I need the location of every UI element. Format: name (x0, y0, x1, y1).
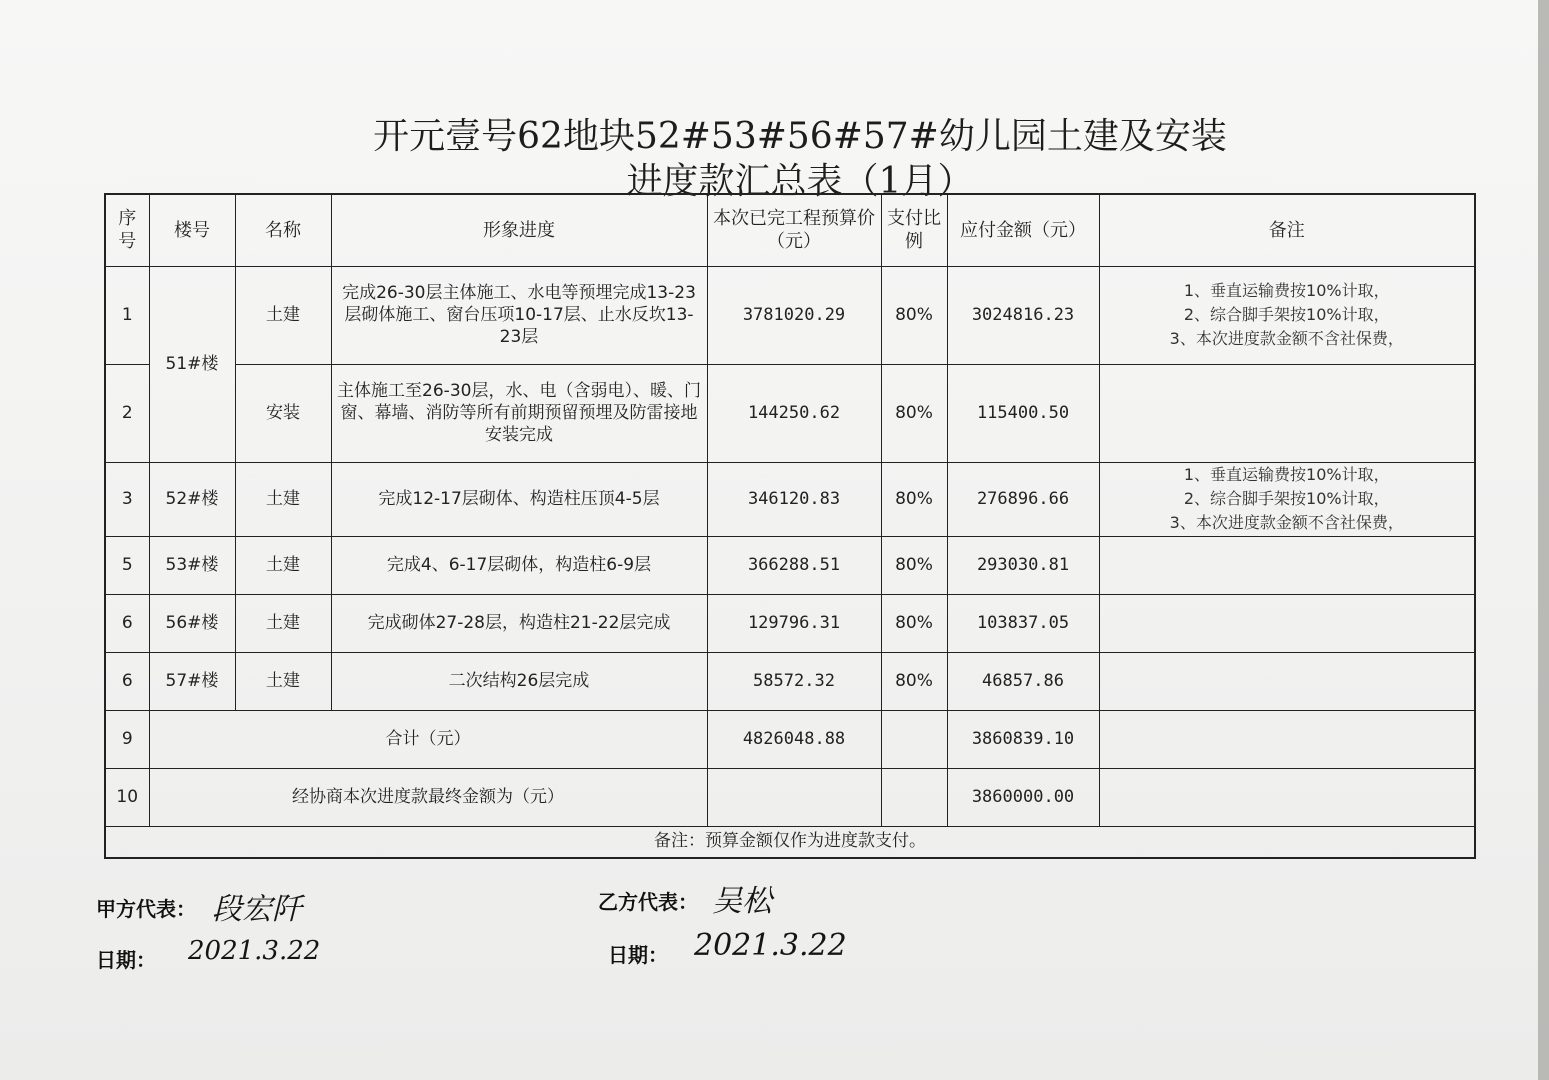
row-ratio: 80% (881, 266, 947, 364)
table-row (105, 594, 1475, 652)
header-seq: 序号 (105, 194, 149, 266)
row-remarks (1099, 266, 1475, 364)
row-progress: 完成砌体27-28层，构造柱21-22层完成 (331, 594, 707, 652)
row-ratio: 80% (881, 364, 947, 462)
row-seq: 6 (105, 594, 149, 652)
final-remarks-empty (1099, 768, 1475, 826)
row-payable: 3024816.23 (947, 266, 1099, 364)
party-b-label: 乙方代表： (598, 890, 698, 914)
final-payable: 3860000.00 (947, 768, 1099, 826)
final-amount-row (105, 768, 1475, 826)
row-seq: 6 (105, 652, 149, 710)
row-remarks-empty (1099, 364, 1475, 462)
footnote-row (105, 826, 1475, 858)
row-name: 土建 (235, 652, 331, 710)
final-budget-empty (707, 768, 881, 826)
row-ratio: 80% (881, 594, 947, 652)
row-payable: 115400.50 (947, 364, 1099, 462)
party-a-label: 甲方代表： (96, 897, 196, 921)
table-row (105, 266, 1475, 364)
row-building: 52#楼 (149, 462, 235, 536)
date-label-b: 日期： (608, 943, 668, 967)
header-remarks: 备注 (1099, 194, 1475, 266)
date-value-a: 2021.3.22 (188, 936, 321, 966)
final-seq: 10 (105, 768, 149, 826)
header-budget: 本次已完工程预算价（元） (707, 194, 881, 266)
final-label: 经协商本次进度款最终金额为（元） (149, 768, 707, 826)
row-progress: 完成26-30层主体施工、水电等预埋完成13-23层砌体施工、窗台压项10-17层、止水反坎13-23层 (331, 266, 707, 364)
row-building: 57#楼 (149, 652, 235, 710)
row-payable: 276896.66 (947, 462, 1099, 536)
row-ratio: 80% (881, 462, 947, 536)
row-name: 土建 (235, 594, 331, 652)
row-budget: 366288.51 (707, 536, 881, 594)
total-remarks-empty (1099, 710, 1475, 768)
document-title-line2: 进度款汇总表（1月） (626, 161, 974, 202)
row-name: 安装 (235, 364, 331, 462)
total-label: 合计（元） (149, 710, 707, 768)
total-payable: 3860839.10 (947, 710, 1099, 768)
table-header-row (105, 194, 1475, 266)
row-progress: 主体施工至26-30层，水、电（含弱电）、暖、门窗、幕墙、消防等所有前期预留预埋及防雷接地安装完成 (331, 364, 707, 462)
table-row (105, 364, 1475, 462)
total-budget: 4826048.88 (707, 710, 881, 768)
row-payable: 103837.05 (947, 594, 1099, 652)
remark-line: 3、本次进度款金额不含社保费， (1169, 329, 1404, 348)
document-title-line1: 开元壹号62地块52#53#56#57#幼儿园土建及安装 (373, 116, 1227, 157)
row-seq: 3 (105, 462, 149, 536)
header-building: 楼号 (149, 194, 235, 266)
footnote: 备注：预算金额仅作为进度款支付。 (105, 826, 1475, 858)
row-budget: 3781020.29 (707, 266, 881, 364)
row-building: 51#楼 (149, 266, 235, 462)
row-remarks (1099, 462, 1475, 536)
row-budget: 144250.62 (707, 364, 881, 462)
total-ratio-empty (881, 710, 947, 768)
row-remarks-empty (1099, 594, 1475, 652)
row-seq: 2 (105, 364, 149, 462)
table-row (105, 462, 1475, 536)
remark-line: 3、本次进度款金额不含社保费， (1169, 513, 1404, 532)
row-remarks-empty (1099, 536, 1475, 594)
table-row (105, 652, 1475, 710)
header-progress: 形象进度 (331, 194, 707, 266)
table-row (105, 536, 1475, 594)
row-progress: 完成12-17层砌体、构造柱压顶4-5层 (331, 462, 707, 536)
row-remarks-empty (1099, 652, 1475, 710)
total-row (105, 710, 1475, 768)
row-name: 土建 (235, 266, 331, 364)
row-seq: 1 (105, 266, 149, 364)
row-ratio: 80% (881, 536, 947, 594)
party-a-signature: 段宏阡 (212, 892, 302, 927)
header-ratio: 支付比例 (881, 194, 947, 266)
date-label-a: 日期： (96, 948, 156, 972)
remark-line: 1、垂直运输费按10%计取， (1183, 281, 1390, 300)
row-name: 土建 (235, 536, 331, 594)
final-ratio-empty (881, 768, 947, 826)
date-value-b: 2021.3.22 (694, 928, 847, 963)
row-name: 土建 (235, 462, 331, 536)
row-seq: 5 (105, 536, 149, 594)
row-budget: 346120.83 (707, 462, 881, 536)
row-ratio: 80% (881, 652, 947, 710)
progress-payment-table (104, 193, 1476, 859)
header-name: 名称 (235, 194, 331, 266)
total-seq: 9 (105, 710, 149, 768)
row-payable: 46857.86 (947, 652, 1099, 710)
row-building: 56#楼 (149, 594, 235, 652)
row-progress: 二次结构26层完成 (331, 652, 707, 710)
row-budget: 129796.31 (707, 594, 881, 652)
remark-line: 1、垂直运输费按10%计取， (1183, 465, 1390, 484)
row-budget: 58572.32 (707, 652, 881, 710)
remark-line: 2、综合脚手架按10%计取， (1183, 489, 1390, 508)
remark-line: 2、综合脚手架按10%计取， (1183, 305, 1390, 324)
row-payable: 293030.81 (947, 536, 1099, 594)
row-progress: 完成4、6-17层砌体，构造柱6-9层 (331, 536, 707, 594)
row-building: 53#楼 (149, 536, 235, 594)
header-payable: 应付金额（元） (947, 194, 1099, 266)
party-b-signature: 吴松 (712, 884, 772, 919)
